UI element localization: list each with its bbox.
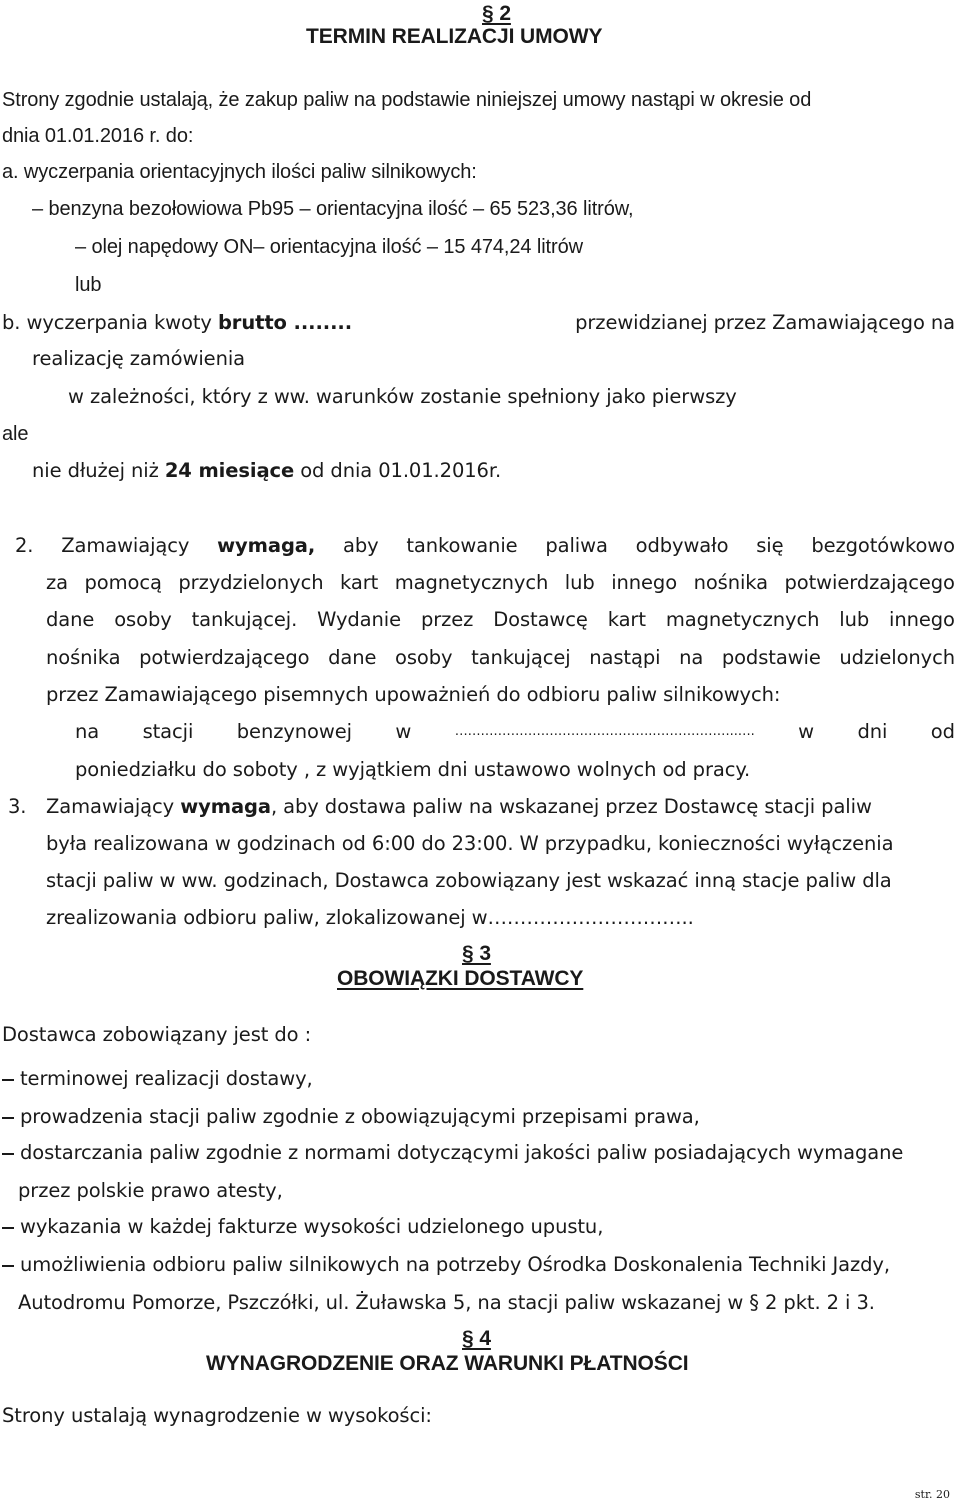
p2-word: dni bbox=[857, 720, 888, 743]
p2-word: w bbox=[395, 720, 412, 743]
nie-dluzej-line bbox=[32, 459, 501, 483]
p2-word: przez bbox=[420, 608, 474, 631]
point-b-text: b. wyczerpania kwoty bbox=[2, 311, 218, 334]
ale-line: ale bbox=[2, 423, 29, 445]
p2-word: przydzielonych bbox=[178, 571, 324, 594]
point-3-line-4: zrealizowania odbioru paliw, zlokalizowanej w………………………….. bbox=[46, 906, 694, 929]
p2-word: kart bbox=[340, 571, 379, 594]
obligation-text: terminowej realizacji dostawy, bbox=[20, 1067, 313, 1090]
section-3-title: OBOWIĄZKI DOSTAWCY bbox=[337, 967, 584, 990]
point-b bbox=[2, 311, 955, 335]
dash-bullet bbox=[2, 1265, 14, 1267]
section-4-title: WYNAGRODZENIE ORAZ WARUNKI PŁATNOŚCI bbox=[206, 1352, 689, 1375]
section-3-number: § 3 bbox=[462, 942, 491, 965]
point-3-line-3: stacji paliw w ww. godzinach, Dostawca zobowiązany jest wskazać inną stacje paliw dla bbox=[46, 869, 892, 892]
point-b-continuation: przewidzianej przez Zamawiającego na bbox=[575, 311, 955, 334]
wymaga-keyword: wymaga, bbox=[217, 534, 316, 557]
point-3-number: 3. bbox=[8, 795, 27, 818]
point-2-line-2 bbox=[46, 571, 955, 595]
point-2-line-7: poniedziałku do soboty , z wyjątkiem dni ustawowo wolnych od pracy. bbox=[75, 758, 751, 781]
p2-word: aby bbox=[342, 534, 379, 557]
dash-bullet bbox=[2, 1153, 14, 1155]
point-2-line-4 bbox=[46, 646, 955, 670]
obligation-continuation: przez polskie prawo atesty, bbox=[18, 1179, 283, 1202]
obligation-text: prowadzenia stacji paliw zgodnie z obowiązującymi przepisami prawa, bbox=[20, 1105, 700, 1128]
p2-word: podstawie bbox=[721, 646, 821, 669]
p2-word: odbywało bbox=[635, 534, 729, 557]
p2-word: innego bbox=[611, 571, 678, 594]
p2-word: na bbox=[75, 720, 100, 743]
p3-text: , aby dostawa paliw na wskazanej przez Dostawcę stacji paliw bbox=[270, 795, 872, 818]
section-2-number: § 2 bbox=[482, 2, 511, 25]
obligations-intro: Dostawca zobowiązany jest do : bbox=[2, 1023, 312, 1046]
p2-word: magnetycznych bbox=[394, 571, 549, 594]
station-placeholder: ……………………………………….………………..…. bbox=[454, 724, 755, 739]
p2-word: paliwa bbox=[545, 534, 608, 557]
p2-word: magnetycznych bbox=[665, 608, 820, 631]
point-2-line-6 bbox=[75, 720, 955, 744]
point-2-line-5: przez Zamawiającego pisemnych upoważnień do odbioru paliw silnikowych: bbox=[46, 683, 781, 706]
p2-word: Zamawiający bbox=[61, 534, 190, 557]
p2-word: pomocą bbox=[84, 571, 162, 594]
remuneration-intro: Strony ustalają wynagrodzenie w wysokości: bbox=[2, 1404, 432, 1427]
p2-word: innego bbox=[889, 608, 955, 631]
obligation-item bbox=[2, 1105, 700, 1129]
p2-word: od bbox=[930, 720, 955, 743]
p2-word: osoby bbox=[114, 608, 172, 631]
obligation-item bbox=[2, 1253, 890, 1277]
p2-word: kart bbox=[607, 608, 646, 631]
p2-word: Wydanie bbox=[317, 608, 402, 631]
p2-word: na bbox=[679, 646, 704, 669]
point-a: a. wyczerpania orientacyjnych ilości paliw silnikowych: bbox=[2, 161, 477, 183]
obligation-item bbox=[2, 1067, 313, 1091]
p2-word: tankującej. bbox=[191, 608, 298, 631]
p2-word: benzynowej bbox=[236, 720, 352, 743]
p2-word: tankującej bbox=[471, 646, 571, 669]
p2-word: dane bbox=[46, 608, 95, 631]
wymaga-keyword: wymaga bbox=[180, 795, 271, 818]
p2-word: lub bbox=[839, 608, 870, 631]
p2-word: za bbox=[46, 571, 68, 594]
p2-word: nośnika bbox=[693, 571, 768, 594]
section-4-number: § 4 bbox=[462, 1327, 491, 1350]
obligation-text: dostarczania paliw zgodnie z normami dotyczącymi jakości paliw posiadających wymagane bbox=[20, 1141, 904, 1164]
point-2-line-3 bbox=[46, 608, 955, 632]
page-number: str. 20 bbox=[914, 1488, 950, 1501]
p2-word: 2. bbox=[15, 534, 34, 557]
p2-word: bezgotówkowo bbox=[811, 534, 955, 557]
p2-word: nastąpi bbox=[589, 646, 661, 669]
benzyna-line: – benzyna bezołowiowa Pb95 – orientacyjna ilość – 65 523,36 litrów, bbox=[32, 198, 634, 220]
brutto-label: brutto ........ bbox=[217, 311, 353, 334]
point-3-line-2: była realizowana w godzinach od 6:00 do 23:00. W przypadku, konieczności wyłączenia bbox=[46, 832, 894, 855]
p2-word: udzielonych bbox=[839, 646, 955, 669]
p2-word: stacji bbox=[142, 720, 194, 743]
p2-word: lub bbox=[564, 571, 595, 594]
p2-word: się bbox=[756, 534, 784, 557]
p2-word: potwierdzającego bbox=[784, 571, 955, 594]
section-2-title: TERMIN REALIZACJI UMOWY bbox=[306, 25, 603, 48]
dash-bullet bbox=[2, 1227, 14, 1229]
obligation-continuation: Autodromu Pomorze, Pszczółki, ul. Żuławska 5, na stacji paliw wskazanej w § 2 pkt. 2 i 3. bbox=[18, 1291, 875, 1314]
point-3-line-1 bbox=[46, 795, 872, 819]
p2-word: dane bbox=[328, 646, 377, 669]
zaleznosc-line: w zależności, który z ww. warunków zostanie spełniony jako pierwszy bbox=[68, 385, 737, 408]
obligation-text: wykazania w każdej fakturze wysokości udzielonego upustu, bbox=[20, 1215, 604, 1238]
point-2-line-1 bbox=[15, 534, 955, 558]
p2-word: tankowanie bbox=[406, 534, 518, 557]
p2-word: Dostawcę bbox=[493, 608, 588, 631]
p3-text: Zamawiający bbox=[46, 795, 181, 818]
dash-bullet bbox=[2, 1117, 14, 1119]
obligation-item bbox=[2, 1141, 903, 1165]
dash-bullet bbox=[2, 1079, 14, 1081]
p2-word: w bbox=[798, 720, 814, 743]
nie-dluzej-text: nie dłużej niż bbox=[32, 459, 165, 482]
start-date-text: od dnia 01.01.2016r. bbox=[294, 459, 502, 482]
obligation-text: umożliwienia odbioru paliw silnikowych na potrzeby Ośrodka Doskonalenia Techniki Jazdy, bbox=[20, 1253, 890, 1276]
lub-line: lub bbox=[75, 274, 102, 296]
p2-word: potwierdzającego bbox=[139, 646, 310, 669]
obligation-item bbox=[2, 1215, 603, 1239]
olej-line: – olej napędowy ON– orientacyjna ilość – 15 474,24 litrów bbox=[75, 236, 583, 258]
realizacja-line: realizację zamówienia bbox=[32, 347, 245, 370]
duration-value: 24 miesiące bbox=[164, 459, 295, 482]
intro-line-2: dnia 01.01.2016 r. do: bbox=[2, 125, 194, 147]
intro-line-1: Strony zgodnie ustalają, że zakup paliw na podstawie niniejszej umowy nastąpi w okresie od bbox=[2, 89, 812, 111]
p2-word: nośnika bbox=[46, 646, 121, 669]
p2-word: osoby bbox=[395, 646, 453, 669]
